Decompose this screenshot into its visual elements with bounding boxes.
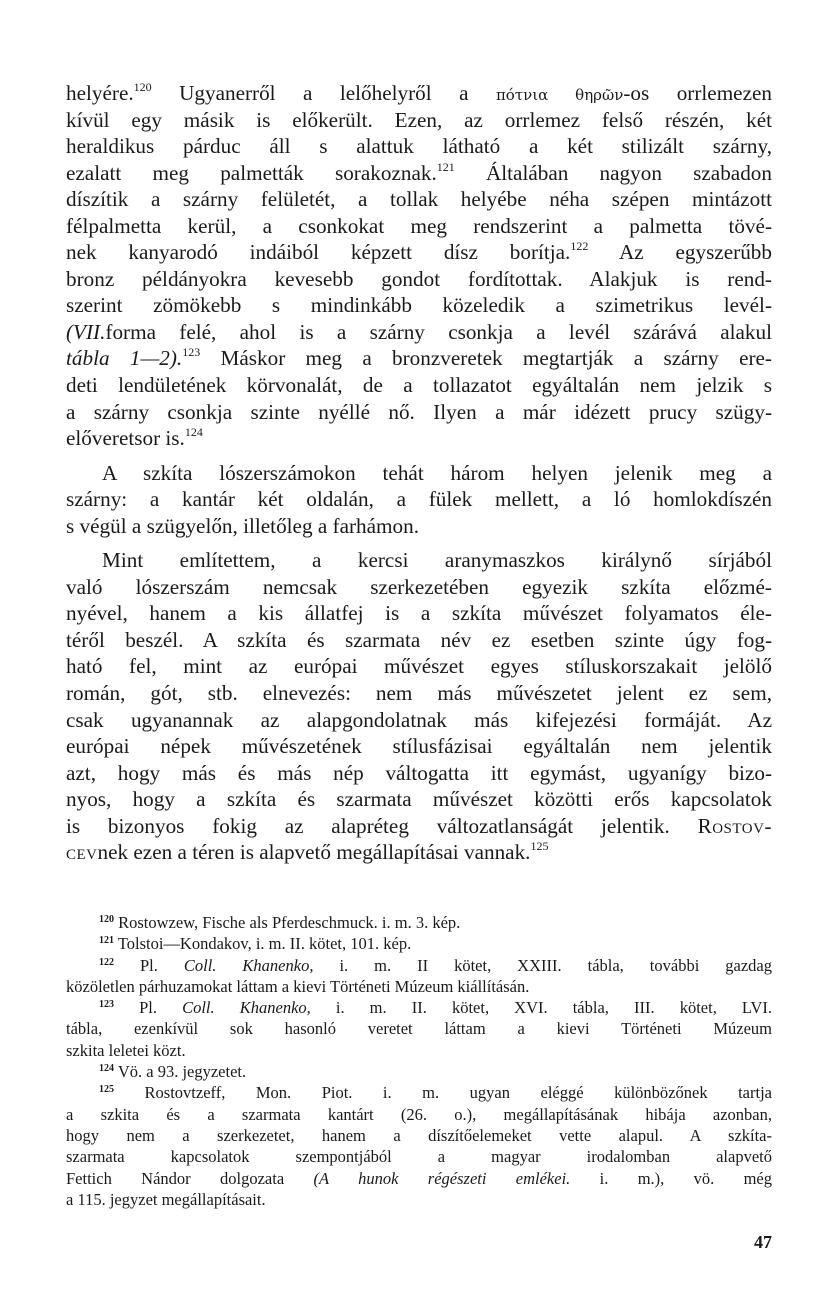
footnote-line (66, 1146, 772, 1167)
footnote-line (66, 1061, 772, 1082)
footnote-reference: 123 (99, 999, 114, 1011)
text-run: i. m. II kötet, XXIII. tábla, további gazdag (313, 955, 773, 975)
text-line (66, 266, 772, 293)
text-run: szerint zömökebb s mindinkább közeledik a szimetrikus levél- (66, 293, 772, 318)
greek-text: πότνια θηρῶν (495, 86, 624, 104)
text-run: a szárny csonkja szinte nyéllé nő. Ilyen a már idézett prucy szügy- (66, 399, 772, 424)
text-run: A szkíta lószerszámokon tehát három helyen jelenik meg a (102, 460, 772, 485)
text-line (66, 707, 772, 734)
text-line (66, 319, 772, 346)
text-line (66, 292, 772, 319)
paragraph-break (66, 452, 772, 460)
footnotes (66, 912, 772, 1210)
footnote-line (66, 1125, 772, 1146)
text-run: helyére. (66, 81, 134, 105)
text-run: a szkita és a szarmata kantárt (26. o.), megállapításának hibája azonban, (66, 1104, 772, 1124)
text-line (66, 600, 772, 627)
text-run: nyével, hanem a kis állatfej is a szkíta művészet folyamatos éle- (66, 601, 772, 626)
footnote-reference: 120 (133, 80, 152, 94)
text-run: való lószerszám nemcsak szerkezetében egyezik szkíta előzmé- (66, 574, 772, 599)
text-line (66, 133, 772, 160)
text-run: ható fel, mint az európai művészet egyes stíluskorszakait jelölő (66, 654, 772, 679)
text-run: díszítik a szárny felületét, a tollak helyébe néha szépen mintázott (66, 187, 772, 212)
text-run: s végül a szügyelőn, illetőleg a farhámon. (66, 513, 420, 538)
text-run: Mint említettem, a kercsi aranymaszkos királynő sírjából (102, 548, 772, 573)
footnote-line (66, 933, 772, 954)
text-run: bronz példányokra kevesebb gondot fordítottak. Alakjuk is rend- (66, 266, 772, 291)
text-run: deti lendületének körvonalát, de a tollazatot egyáltalán nem jelzik s (66, 373, 772, 398)
text-line (66, 653, 772, 680)
text-run: Rostowzew, Fische als Pferdeschmuck. i. m. 3. kép. (114, 913, 461, 932)
page-number: 47 (754, 1232, 772, 1252)
footnote-line (66, 997, 772, 1018)
text-line (66, 372, 772, 399)
small-caps-name: Rostov- (697, 813, 772, 838)
text-run: Pl. (114, 955, 184, 975)
footnote-reference: 124 (99, 1063, 114, 1075)
text-run: nek ezen a téren is alapvető megállapításai vannak. (97, 840, 531, 865)
text-line (66, 680, 772, 707)
text-run: előveretsor is. (66, 426, 185, 451)
text-run: i. m. II. kötet, XVI. tábla, III. kötet, LVI. (310, 998, 773, 1018)
italic-text: Coll. Khanenko, (183, 955, 314, 975)
footnote-line (66, 1040, 772, 1061)
footnote-reference: 123 (182, 345, 201, 360)
footnote-line (66, 1018, 772, 1039)
footnote-reference: 121 (436, 159, 455, 174)
text-run: azt, hogy más és más nép váltogatta itt egymást, ugyanígy bizo- (66, 760, 772, 785)
text-run: nek kanyarodó indáiból képzett dísz borítja. (66, 240, 571, 265)
text-run: Fettich Nándor dolgozata (66, 1168, 314, 1188)
text-line (66, 547, 772, 574)
text-line (66, 107, 772, 134)
text-run: Ugyanerről a lelőhelyről a (151, 81, 496, 105)
text-line (66, 460, 772, 487)
text-run: európai népek művészetének stílusfázisai egyáltalán nem jelentik (66, 734, 772, 759)
text-line (66, 186, 772, 213)
italic-text: Coll. Khanenko, (182, 998, 311, 1018)
text-line (66, 160, 772, 187)
footnote-reference: 120 (99, 914, 114, 925)
text-line (66, 213, 772, 240)
text-line (66, 239, 772, 266)
footnote-line (66, 955, 772, 976)
paragraph-break (66, 539, 772, 547)
text-run: Vö. a 93. jegyzetet. (114, 1062, 247, 1082)
text-line (66, 627, 772, 654)
text-line (66, 425, 772, 452)
text-run: Az egyszerűbb (588, 240, 772, 265)
footnote-line (66, 912, 772, 933)
footnote-reference: 124 (184, 425, 203, 440)
footnote-reference: 122 (99, 956, 114, 968)
main-text (66, 80, 772, 866)
text-run: is bizonyos fokig az alapréteg változatlanságát jelentik. (66, 813, 698, 838)
text-line (66, 760, 772, 787)
text-line (66, 486, 772, 513)
text-line (66, 839, 772, 866)
footnote-reference: 125 (99, 1084, 114, 1096)
footnote-line (66, 976, 772, 997)
text-run: a 115. jegyzet megállapításait. (66, 1189, 266, 1209)
italic-text: tábla 1—2). (66, 346, 183, 371)
footnote-line (66, 1104, 772, 1125)
footnote-line (66, 1168, 772, 1189)
text-run: -os orrlemezen (623, 81, 772, 105)
text-line (66, 813, 772, 840)
text-run: szarmata kapcsolatok szempontjából a magyar irodalomban alapvető (66, 1147, 772, 1167)
text-line (66, 733, 772, 760)
text-run: téről beszél. A szkíta és szarmata név ez esetben szinte úgy fog- (66, 627, 772, 652)
text-line (66, 786, 772, 813)
footnote-reference: 125 (530, 839, 549, 854)
text-run: szkita leletei közt. (66, 1040, 186, 1060)
text-run: heraldikus párduc áll s alattuk látható a két stilizált szárny, (66, 134, 772, 159)
text-run: Máskor meg a bronzveretek megtartják a szárny ere- (200, 346, 772, 371)
text-run: Tolstoi—Kondakov, i. m. II. kötet, 101. kép. (114, 934, 412, 954)
small-caps-name: cev (66, 840, 98, 865)
text-run: i. m.), vö. még (570, 1168, 772, 1188)
text-run: Általában nagyon szabadon (454, 160, 772, 185)
text-line (66, 345, 772, 372)
text-run: csak ugyanannak az alapgondolatnak más kifejezési formáját. Az (66, 707, 772, 732)
footnote-reference: 121 (99, 935, 114, 947)
text-run: kívül egy másik is előkerült. Ezen, az orrlemez felső részén, két (66, 107, 772, 132)
text-run: ezalatt meg palmetták sorakoznak. (66, 160, 437, 185)
text-line (66, 574, 772, 601)
text-run: nyos, hogy a szkíta és szarmata művészet közötti erős kapcsolatok (66, 787, 772, 812)
text-run: hogy nem a szerkezetet, hanem a díszítőelemeket vette alapul. A szkíta- (66, 1125, 772, 1145)
text-run: közöletlen párhuzamokat láttam a kievi Történeti Múzeum kiállításán. (66, 976, 530, 996)
text-run: forma felé, ahol is a szárny csonkja a levél szárává alakul (105, 319, 772, 344)
text-run: tábla, ezenkívül sok hasonló veretet láttam a kievi Történeti Múzeum (66, 1019, 772, 1039)
text-line (66, 399, 772, 426)
text-line (66, 513, 772, 540)
footnote-line (66, 1082, 772, 1103)
text-run: Rostovtzeff, Mon. Piot. i. m. ugyan eléggé különbözőnek tartja (114, 1083, 772, 1103)
text-run: román, gót, stb. elnevezés: nem más művészetet jelent ez sem, (66, 681, 772, 706)
text-run: félpalmetta kerül, a csonkokat meg rendszerint a palmetta tövé- (66, 213, 772, 238)
footnote-line (66, 1189, 772, 1210)
italic-text: (VII. (66, 319, 106, 344)
text-line (66, 80, 772, 107)
text-run: szárny: a kantár két oldalán, a fülek mellett, a ló homlokdíszén (66, 487, 772, 512)
text-run: Pl. (114, 998, 183, 1018)
footnote-reference: 122 (570, 239, 589, 254)
italic-text: (A hunok régészeti emlékei. (313, 1168, 571, 1188)
